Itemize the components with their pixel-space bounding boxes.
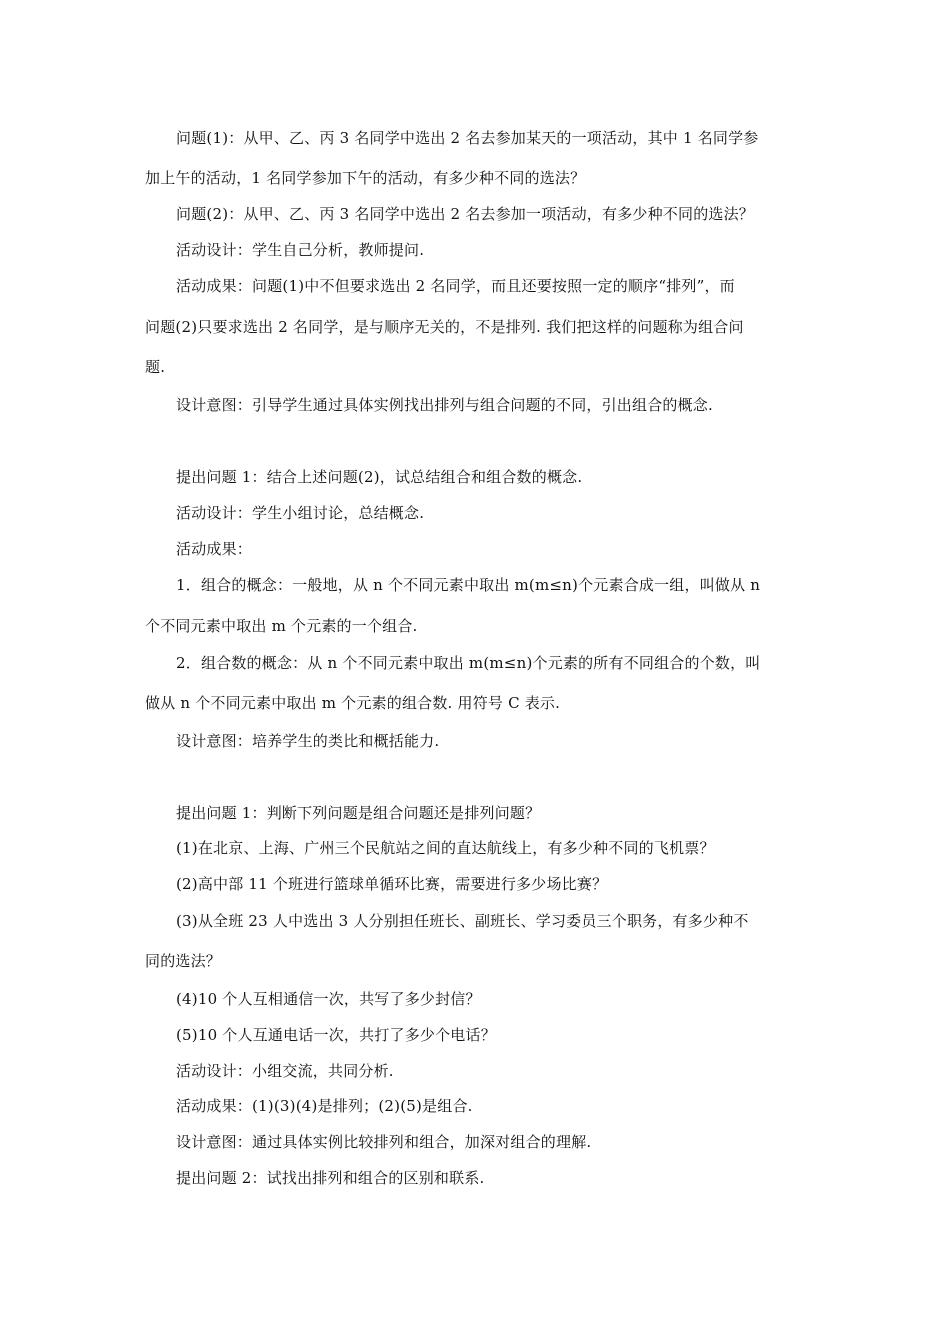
- q1-line-1: 问题(1)：从甲、乙、丙 3 名同学中选出 2 名去参加某天的一项活动，其中 1 名同学参: [176, 129, 759, 147]
- problem-5: (5)10 个人互通电话一次，共打了多少个电话？: [176, 1026, 496, 1044]
- combination-number-line-1: 2．组合数的概念：从 n 个不同元素中取出 m(m≤n)个元素的所有不同组合的个数，叫: [176, 654, 761, 672]
- q2-line: 问题(2)：从甲、乙、丙 3 名同学中选出 2 名去参加一项活动，有多少种不同的选法？: [176, 205, 755, 223]
- problem-4: (4)10 个人互相通信一次，共写了多少封信？: [176, 990, 481, 1008]
- design-intent-3: 设计意图：通过具体实例比较排列和组合，加深对组合的理解.: [176, 1133, 592, 1151]
- q1-line-2: 加上午的活动，1 名同学参加下午的活动，有多少种不同的选法？: [145, 169, 586, 187]
- design-intent-2: 设计意图：培养学生的类比和概括能力.: [176, 732, 440, 750]
- combination-concept-line-1: 1．组合的概念：一般地，从 n 个不同元素中取出 m(m≤n)个元素合成一组，叫做从 n: [176, 576, 761, 594]
- question-2-difference: 提出问题 2：试找出排列和组合的区别和联系.: [176, 1169, 485, 1187]
- activity-design-2: 活动设计：学生小组讨论，总结概念.: [176, 504, 425, 522]
- activity-design-1: 活动设计：学生自己分析，教师提问.: [176, 241, 425, 259]
- activity-result-3: 活动成果：(1)(3)(4)是排列；(2)(5)是组合.: [176, 1097, 473, 1115]
- problem-2: (2)高中部 11 个班进行篮球单循环比赛，需要进行多少场比赛？: [176, 875, 608, 893]
- combination-concept-line-2: 个不同元素中取出 m 个元素的一个组合.: [145, 617, 418, 635]
- problem-1: (1)在北京、上海、广州三个民航站之间的直达航线上，有多少种不同的飞机票？: [176, 839, 715, 857]
- activity-result-1-line-1: 活动成果：问题(1)中不但要求选出 2 名同学，而且还要按照一定的顺序“排列”，而: [176, 277, 735, 295]
- activity-result-2-label: 活动成果：: [176, 540, 253, 558]
- question-1-concept: 提出问题 1：结合上述问题(2)，试总结组合和组合数的概念.: [176, 468, 583, 486]
- design-intent-1: 设计意图：引导学生通过具体实例找出排列与组合问题的不同，引出组合的概念.: [176, 396, 713, 414]
- activity-result-1-line-3: 题.: [145, 358, 166, 376]
- problem-3-line-1: (3)从全班 23 人中选出 3 人分别担任班长、副班长、学习委员三个职务，有多少种不: [176, 912, 749, 930]
- activity-result-1-line-2: 问题(2)只要求选出 2 名同学，是与顺序无关的，不是排列. 我们把这样的问题称为组合问: [145, 318, 744, 336]
- combination-number-line-2: 做从 n 个不同元素中取出 m 个元素的组合数. 用符号 C 表示.: [145, 694, 561, 712]
- problem-3-line-2: 同的选法？: [145, 952, 222, 970]
- activity-design-3: 活动设计：小组交流，共同分析.: [176, 1062, 394, 1080]
- question-1-judge: 提出问题 1：判断下列问题是组合问题还是排列问题？: [176, 804, 541, 822]
